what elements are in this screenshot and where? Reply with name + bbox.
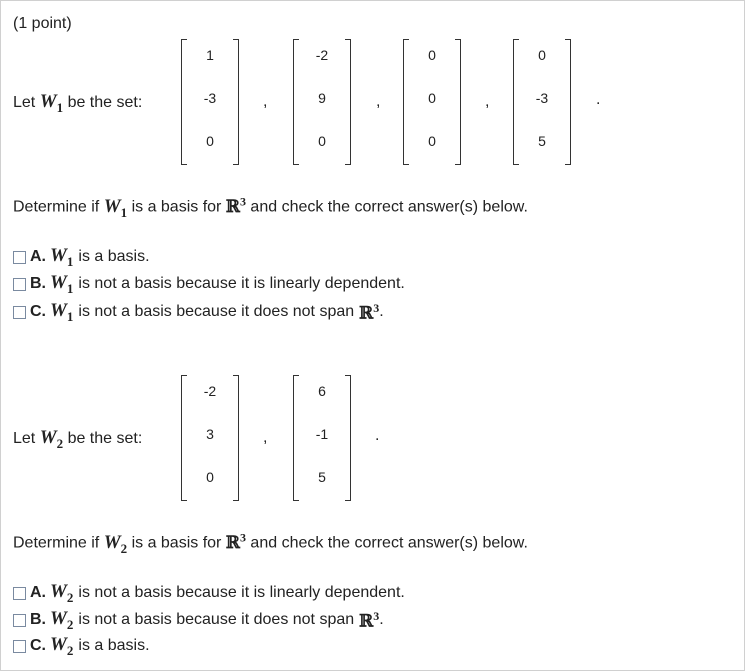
set-terminator: . [375, 427, 380, 444]
checkbox[interactable] [13, 306, 26, 319]
matrix-cell: -1 [315, 426, 329, 442]
matrix-cell: -2 [203, 383, 217, 399]
r3-symbol: ℝ$^3$ [359, 301, 380, 324]
matrix-cell: 0 [318, 133, 326, 149]
part2-set-statement: Let $W_2$ be the set: [13, 427, 143, 451]
part2-question: Determine if $W_2$ is a basis for ℝ$^3$ and check the correct answer(s) below. [13, 530, 528, 556]
part2-option-a[interactable]: A. $W_2$ is not a basis because it is linearly dependent. [13, 581, 405, 606]
part1-option-c[interactable]: C. $W_1$ is not a basis because it does not span ℝ$^3$ . [13, 300, 384, 325]
set-terminator: . [596, 91, 601, 108]
part1-vector-4 [513, 39, 571, 163]
part1-set-statement [13, 91, 142, 116]
matrix-cell: 5 [538, 133, 546, 149]
matrix-cell: -2 [315, 47, 329, 63]
separator-comma: , [376, 93, 381, 110]
part1-vector-1 [181, 39, 239, 163]
matrix-cell: 0 [538, 47, 546, 63]
matrix-cell: -3 [535, 90, 549, 106]
part2-vector-2 [293, 375, 351, 499]
part1-question: Determine if $W_1$ is a basis for ℝ$^3$ and check the correct answer(s) below. [13, 194, 528, 220]
let-text: Let [13, 94, 36, 111]
matrix-cell: 0 [428, 133, 436, 149]
part1-vector-2 [293, 39, 351, 163]
matrix-cell: 0 [206, 469, 214, 485]
part2-vector-1 [181, 375, 239, 499]
matrix-cell: 0 [206, 133, 214, 149]
r3-symbol: ℝ$^3$ [359, 609, 380, 632]
part1-option-b[interactable]: B. $W_1$ is not a basis because it is linearly dependent. [13, 272, 405, 297]
r3-symbol: ℝ$^3$ [225, 194, 246, 217]
part1-vector-3 [403, 39, 461, 163]
matrix-cell: 3 [206, 426, 214, 442]
matrix-cell: 0 [428, 47, 436, 63]
set-symbol: $W_2$ [39, 427, 64, 451]
separator-comma: , [263, 429, 268, 446]
checkbox[interactable] [13, 640, 26, 653]
checkbox[interactable] [13, 614, 26, 627]
matrix-cell: 9 [318, 90, 326, 106]
points-label: (1 point) [13, 15, 72, 32]
set-symbol: $W_1$ [39, 91, 64, 115]
checkbox[interactable] [13, 251, 26, 264]
separator-comma: , [263, 93, 268, 110]
matrix-cell: 0 [428, 90, 436, 106]
matrix-cell: 6 [318, 383, 326, 399]
checkbox[interactable] [13, 587, 26, 600]
be-the-set-text: be the set: [67, 94, 143, 111]
matrix-cell: 5 [318, 469, 326, 485]
matrix-cell: -3 [203, 90, 217, 106]
part2-option-b[interactable]: B. $W_2$ is not a basis because it does not span ℝ$^3$ . [13, 608, 384, 633]
matrix-cell: 1 [206, 47, 214, 63]
r3-symbol: ℝ$^3$ [225, 530, 246, 553]
part2-option-c[interactable]: C. $W_2$ is a basis. [13, 634, 150, 659]
separator-comma: , [485, 93, 490, 110]
checkbox[interactable] [13, 278, 26, 291]
part1-option-a[interactable]: A. $W_1$ is a basis. [13, 245, 150, 270]
